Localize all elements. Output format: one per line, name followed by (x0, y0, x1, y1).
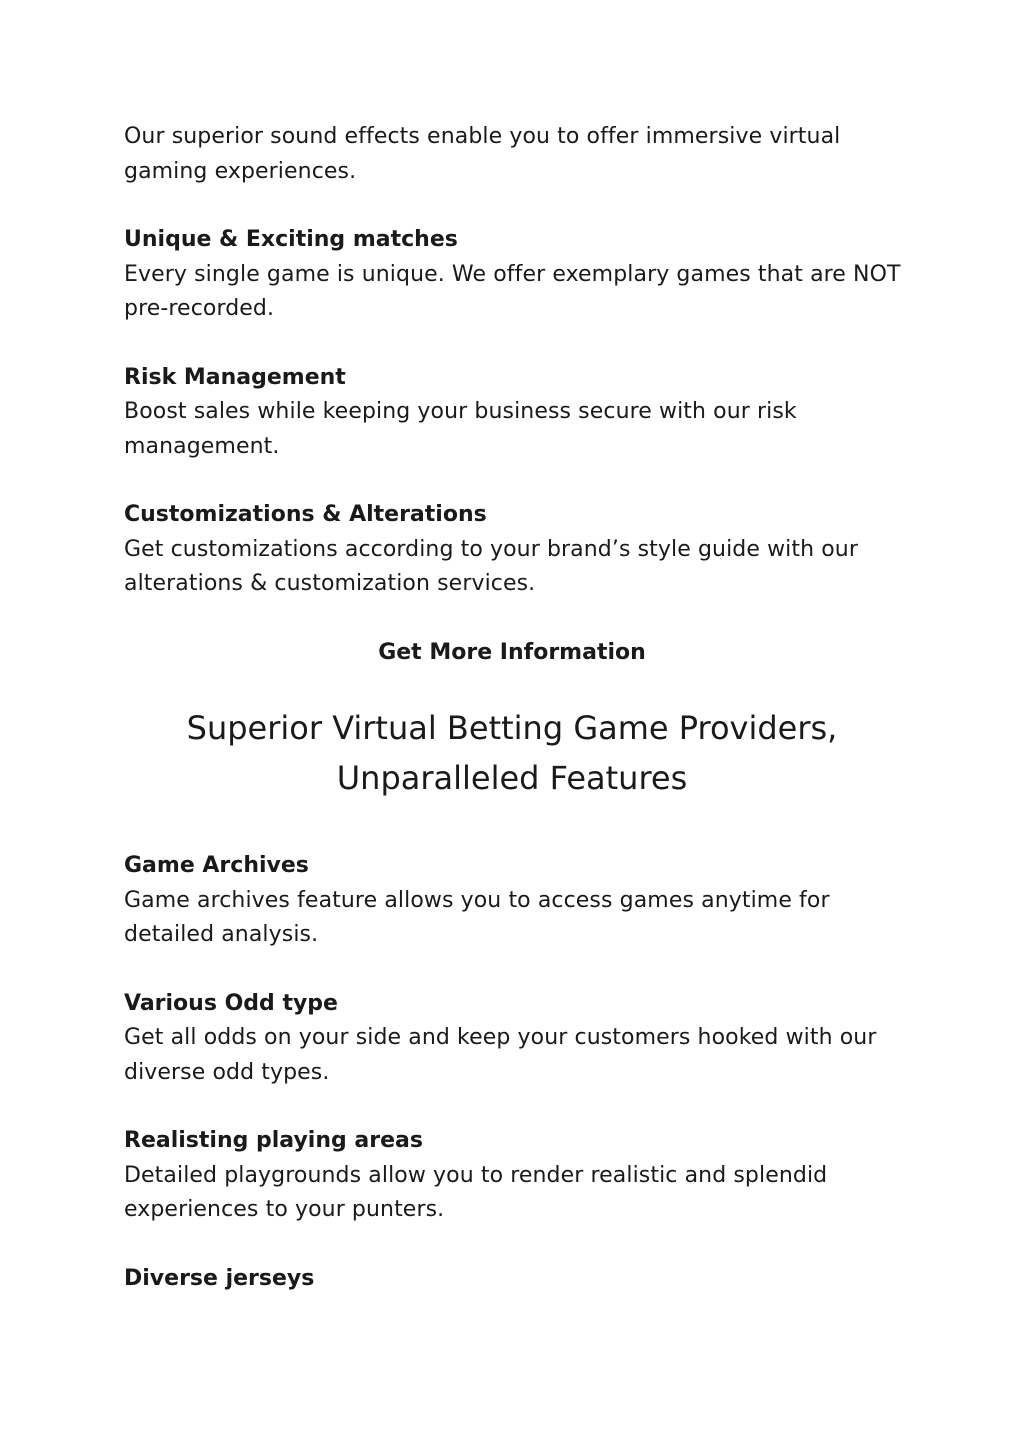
feature-title: Various Odd type (124, 990, 338, 1016)
feature-diverse-jerseys (124, 1262, 904, 1297)
feature-customizations (124, 498, 904, 602)
feature-description: Detailed playgrounds allow you to render realistic and splendid experiences to your punters. (124, 1162, 828, 1222)
feature-description: Get all odds on your side and keep your customers hooked with our diverse odd types. (124, 1025, 877, 1085)
feature-title: Unique & Exciting matches (124, 227, 458, 252)
intro-text: Our superior sound effects enable you to offer immersive virtual gaming experiences. (124, 124, 841, 184)
feature-odd-types (124, 987, 904, 1091)
document-page (124, 120, 904, 1330)
feature-title: Risk Management (124, 364, 346, 390)
intro-block (124, 120, 904, 189)
get-more-information-link[interactable]: Get More Information (378, 639, 646, 665)
feature-unique-matches (124, 223, 904, 327)
feature-title: Diverse jerseys (124, 1265, 315, 1291)
section-title: Superior Virtual Betting Game Providers, Unparalleled Features (186, 709, 838, 797)
feature-description: Every single game is unique. We offer exemplary games that are NOT pre-recorded. (124, 261, 901, 321)
feature-risk-management (124, 361, 904, 465)
feature-title: Realisting playing areas (124, 1128, 423, 1153)
feature-description: Boost sales while keeping your business secure with our risk management. (124, 399, 797, 459)
feature-playing-areas (124, 1124, 904, 1228)
feature-title: Game Archives (124, 853, 309, 878)
feature-description: Game archives feature allows you to access games anytime for detailed analysis. (124, 887, 830, 947)
feature-game-archives (124, 849, 904, 953)
feature-description: Get customizations according to your brand’s style guide with our alterations & customization services. (124, 536, 858, 596)
feature-title: Customizations & Alterations (124, 502, 487, 527)
